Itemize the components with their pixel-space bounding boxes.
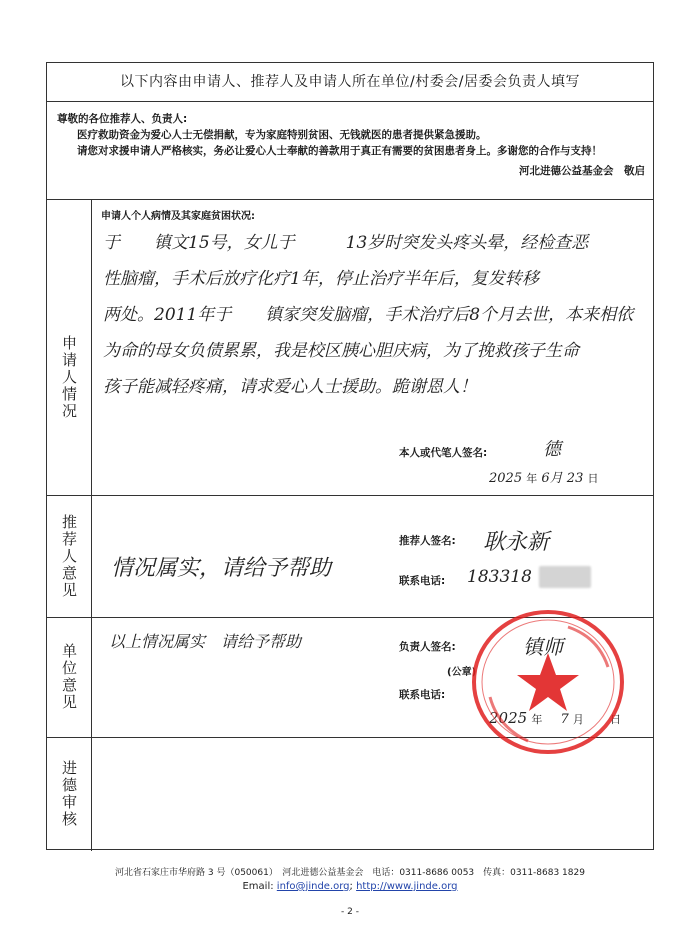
hand-line: 为命的母女负债累累，我是校区胰心胆庆病，为了挽救孩子生命 xyxy=(103,341,579,361)
divider xyxy=(47,101,653,102)
hand-line: 两处。2011年于 镇家突发脑瘤，手术治疗后8个月去世，本来相依 xyxy=(103,305,634,325)
unit-signature: 镇师 xyxy=(483,635,563,659)
redaction xyxy=(539,566,591,588)
unit-phone-label: 联系电话: xyxy=(399,689,446,701)
notice-signature: 河北进德公益基金会 敬启 xyxy=(519,165,645,177)
divider xyxy=(47,495,653,496)
unit-sign-label: 负责人签名: xyxy=(399,641,456,653)
hand-line: 于 镇文15号，女儿于 13岁时突发头疼头晕，经检查恶 xyxy=(103,233,589,253)
recommender-opinion: 情况属实，请给予帮助 xyxy=(111,556,332,581)
date-day-unit: 日 xyxy=(610,713,622,726)
notice-line-1: 医疗救助资金为爱心人士无偿捐献，专为家庭特别贫困、无钱就医的患者提供紧急援助。 xyxy=(77,129,487,141)
date-month-unit: 月 xyxy=(572,713,584,726)
jinde-side-label: 进德审核 xyxy=(60,760,78,828)
unit-opinion: 以上情况属实 请给予帮助 xyxy=(109,632,302,651)
date-year: 2025 xyxy=(489,709,528,727)
applicant-prompt: 申请人个人病情及其家庭贫困状况: xyxy=(101,211,255,222)
applicant-sign-label: 本人或代笔人签名: xyxy=(399,447,488,459)
date-day-unit: 日 xyxy=(587,472,599,485)
column-divider xyxy=(91,199,92,851)
unit-side-label: 单位意见 xyxy=(60,643,78,711)
form-header: 以下内容由申请人、推荐人及申请人所在单位/村委会/居委会负责人填写 xyxy=(120,74,580,90)
footer-address: 河北省石家庄市华府路 3 号（050061） 河北进德公益基金会 电话：0311-8686 0053 传真：0311-8683 1829 xyxy=(115,868,585,878)
official-seal xyxy=(468,607,628,757)
email-label: Email: xyxy=(242,881,274,892)
recommender-phone: 183318 xyxy=(467,567,532,587)
seal-label: (公章) xyxy=(447,667,477,678)
hand-line: 孩子能减轻疼痛，请求爱心人士援助。跪谢恩人！ xyxy=(103,377,477,397)
email-link[interactable]: info@jinde.org xyxy=(276,881,350,892)
date-month: 6月 xyxy=(541,471,563,486)
hand-line: 性脑瘤，手术后放疗化疗1年，停止治疗半年后，复发转移 xyxy=(103,269,539,289)
recommender-side-label: 推荐人意见 xyxy=(60,513,78,599)
notice-greeting: 尊敬的各位推荐人、负责人: xyxy=(57,113,188,125)
date-year-unit: 年 xyxy=(531,713,543,726)
applicant-signature: 德 xyxy=(507,439,561,460)
applicant-date xyxy=(489,467,598,486)
date-month: 7 xyxy=(560,712,569,727)
recommender-sign-label: 推荐人签名: xyxy=(399,535,456,547)
notice-line-2: 请您对求援申请人严格核实，务必让爱心人士奉献的善款用于真正有需要的贫困患者身上。多谢您的合作与支持！ xyxy=(77,145,602,157)
recommender-phone-label: 联系电话: xyxy=(399,575,446,587)
date-day: 23 xyxy=(566,471,584,486)
website-link[interactable]: http://www.jinde.org xyxy=(356,881,458,892)
date-year: 2025 xyxy=(489,471,523,486)
footer-contact: Email: info@jinde.org; http://www.jinde.org xyxy=(242,881,458,892)
applicant-handwriting xyxy=(103,225,648,405)
date-year-unit: 年 xyxy=(526,472,538,485)
recommender-signature: 耿永新 xyxy=(483,530,550,555)
page-number: - 2 - xyxy=(341,907,359,917)
divider xyxy=(47,199,653,200)
applicant-side-label: 申请人情况 xyxy=(60,335,78,420)
